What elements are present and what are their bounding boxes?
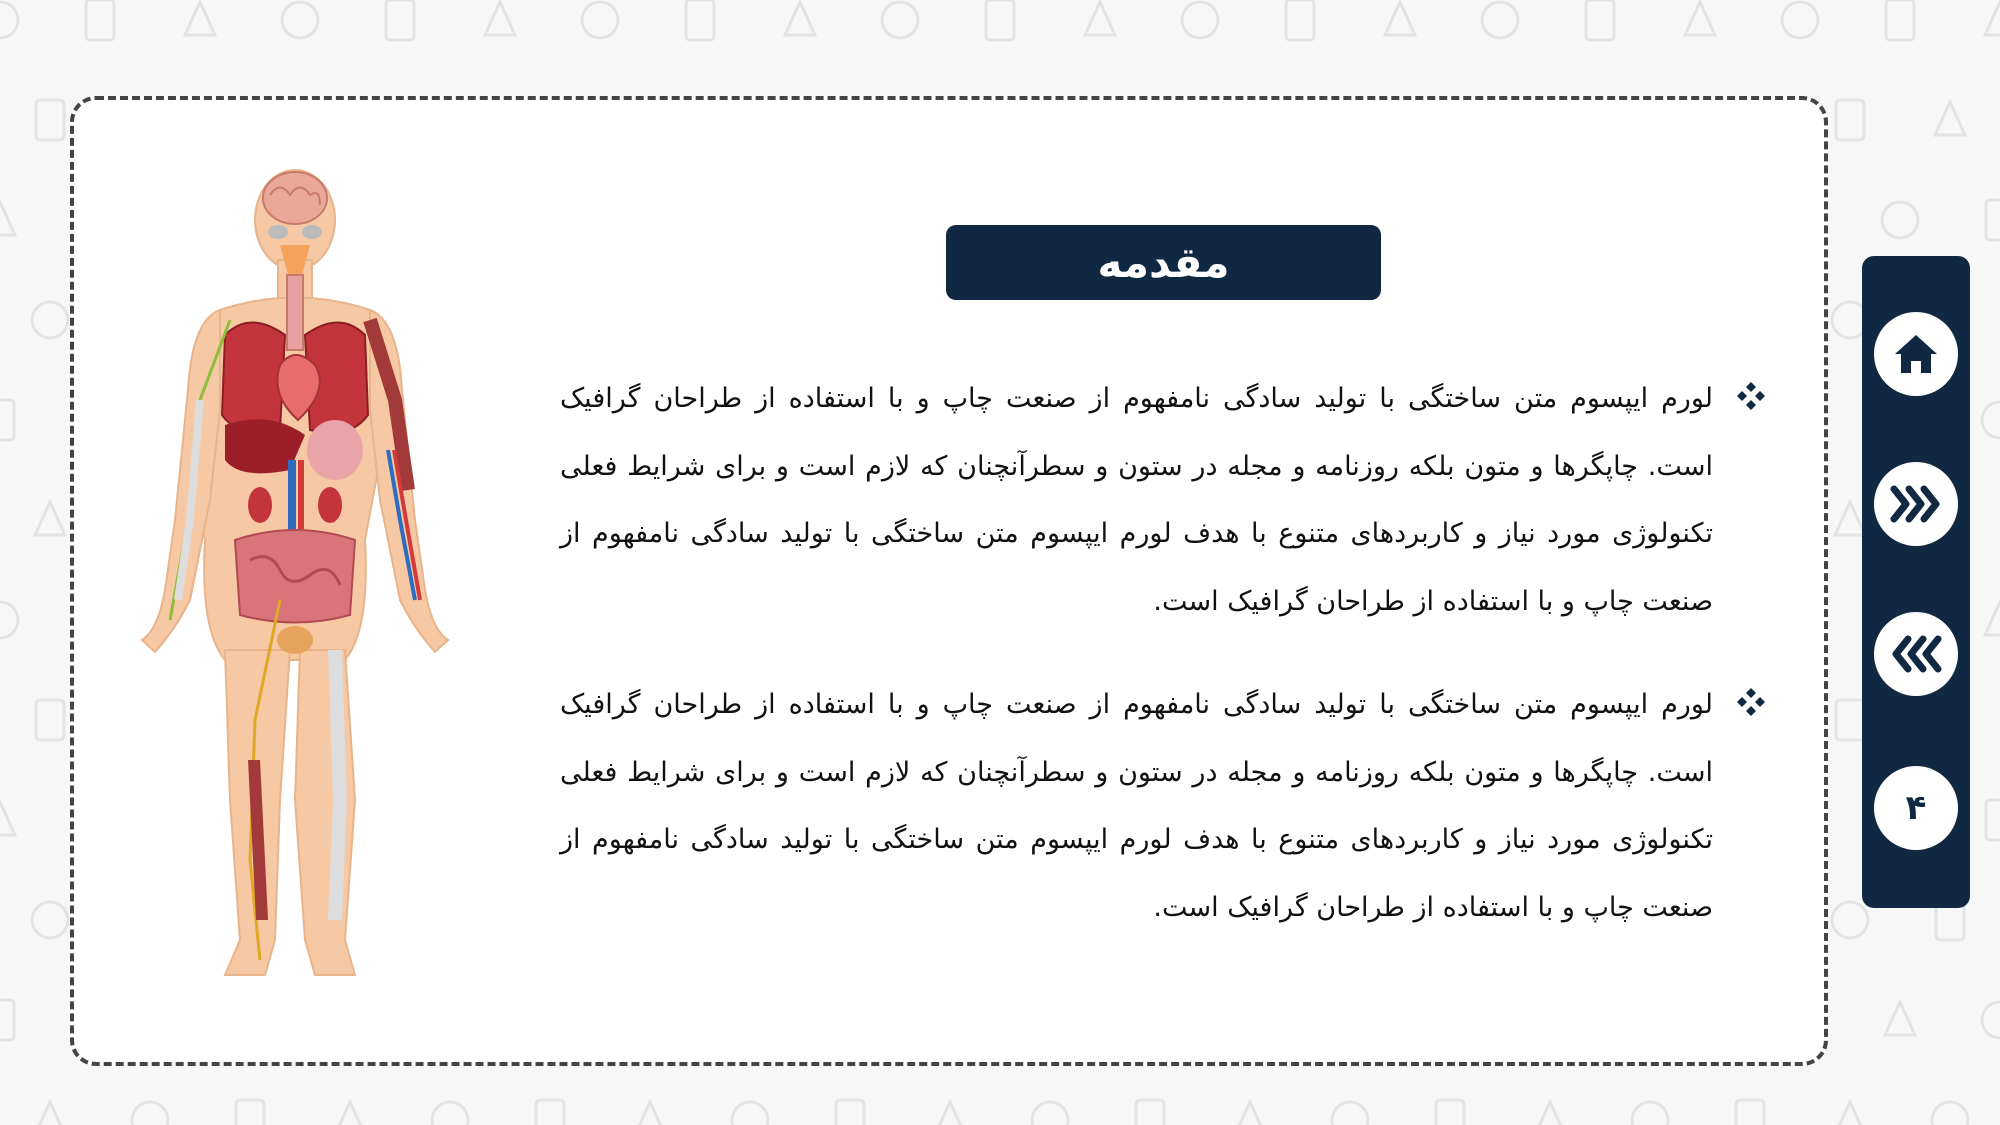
triple-chevron-left-icon (1889, 634, 1943, 674)
paragraph (560, 671, 1765, 941)
page-number: ۴ (1905, 788, 1927, 828)
content-area (560, 365, 1765, 977)
previous-slide-button[interactable] (1874, 612, 1958, 696)
home-button[interactable] (1874, 312, 1958, 396)
four-diamond-icon (1735, 686, 1767, 718)
four-diamond-icon (1735, 380, 1767, 412)
navigation-sidebar (1862, 256, 1970, 908)
triple-chevron-right-icon (1889, 484, 1943, 524)
page-number-badge (1874, 766, 1958, 850)
paragraph (560, 365, 1765, 635)
paragraph-text: لورم ایپسوم متن ساختگی با تولید سادگی نامفهوم از صنعت چاپ و با استفاده از طراحان گرافیک است. چاپگرها و متون بلکه روزنامه و مجله در ستون و سطرآنچنان که لازم است و برای شرایط فعلی تکنولوژی مورد نیاز و کاربردهای متنوع با هدف لورم ایپسوم متن ساختگی با تولید سادگی نامفهوم از صنعت چاپ و با استفاده از طراحان گرافیک است. (560, 689, 1713, 923)
human-anatomy-illustration (130, 160, 460, 1010)
home-icon (1891, 329, 1941, 379)
title-banner (946, 225, 1381, 300)
paragraph-text: لورم ایپسوم متن ساختگی با تولید سادگی نامفهوم از صنعت چاپ و با استفاده از طراحان گرافیک است. چاپگرها و متون بلکه روزنامه و مجله در ستون و سطرآنچنان که لازم است و برای شرایط فعلی تکنولوژی مورد نیاز و کاربردهای متنوع با هدف لورم ایپسوم متن ساختگی با تولید سادگی نامفهوم از صنعت چاپ و با استفاده از طراحان گرافیک است. (560, 383, 1713, 617)
page-title: مقدمه (1097, 238, 1230, 287)
next-slide-button[interactable] (1874, 462, 1958, 546)
